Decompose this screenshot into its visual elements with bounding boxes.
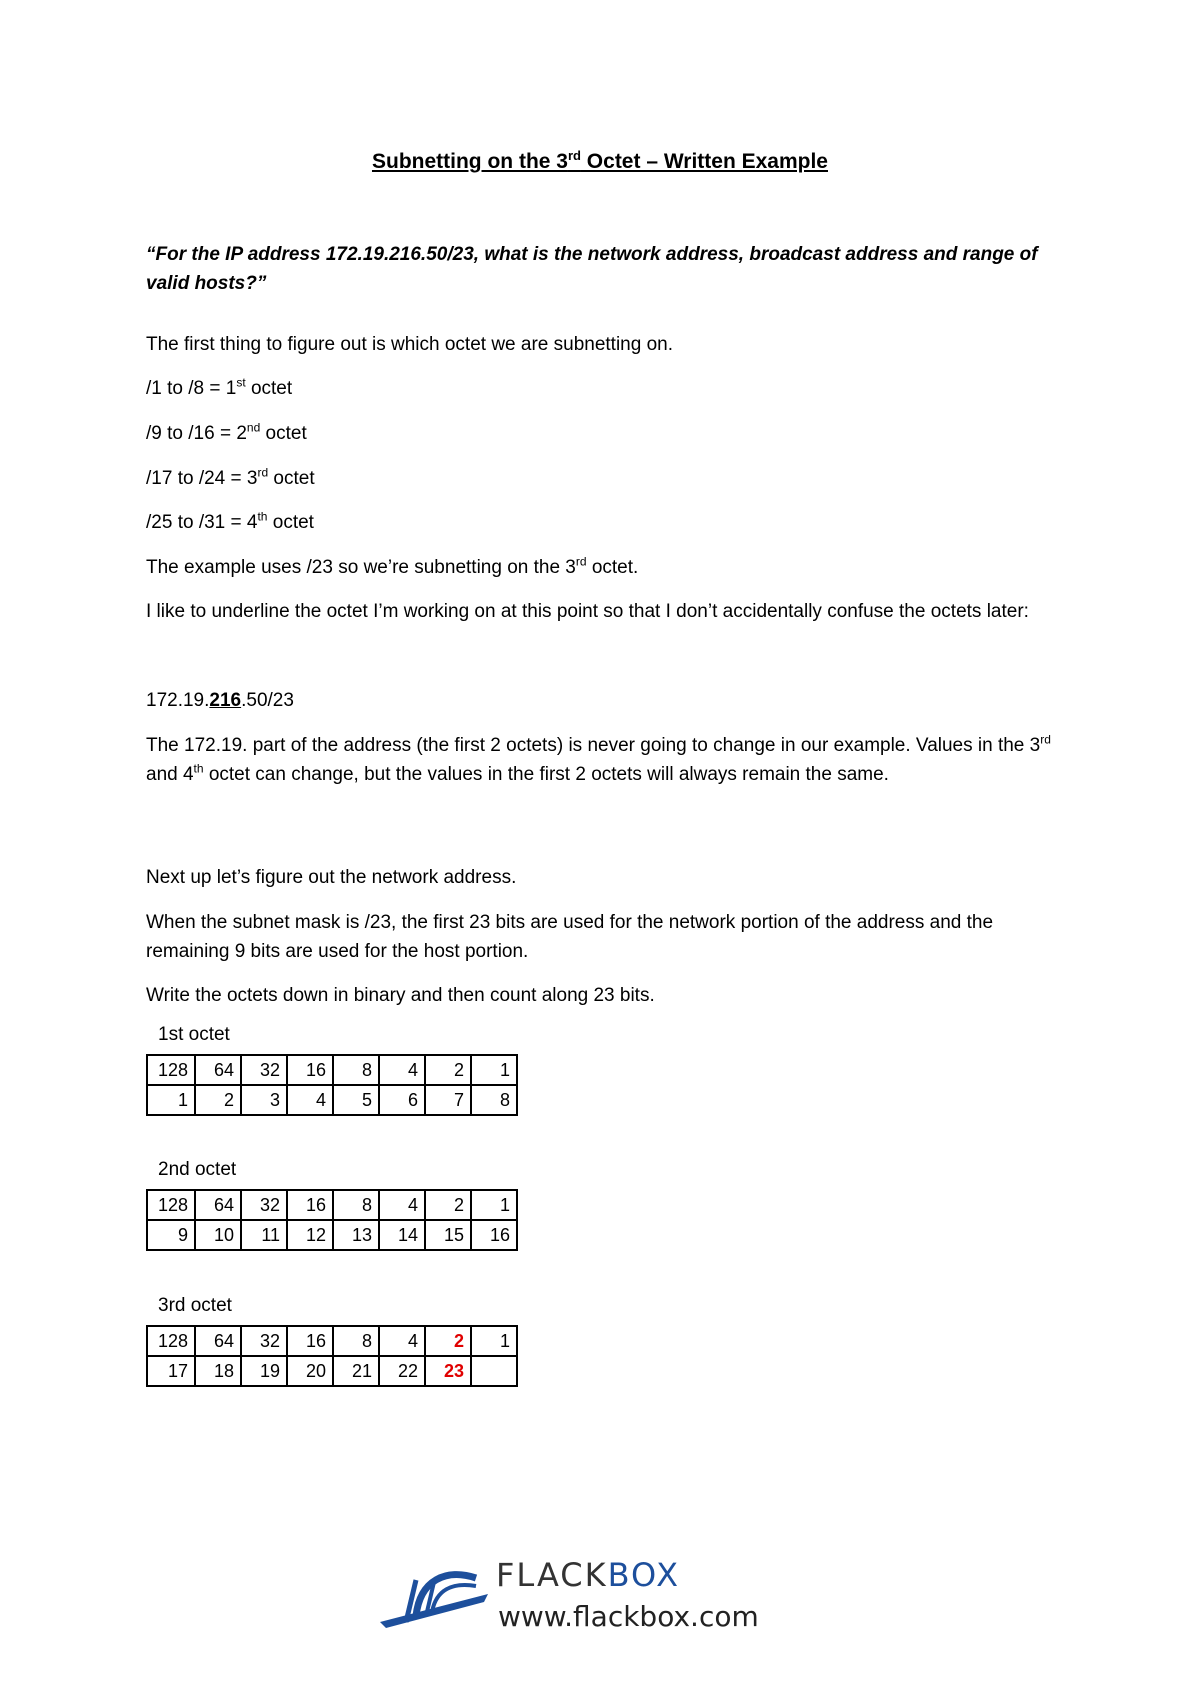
bit-cell: 3 [241, 1085, 287, 1115]
value-cell: 16 [287, 1055, 333, 1085]
bit-cell: 12 [287, 1220, 333, 1250]
bit-cell: 7 [425, 1085, 471, 1115]
bit-cell: 4 [287, 1085, 333, 1115]
bit-cell: 14 [379, 1220, 425, 1250]
value-cell: 128 [147, 1190, 195, 1220]
bit-cell: 11 [241, 1220, 287, 1250]
bit-cell [471, 1356, 517, 1386]
bit-cell: 18 [195, 1356, 241, 1386]
value-cell: 64 [195, 1055, 241, 1085]
table-row [147, 1085, 517, 1115]
value-cell: 8 [333, 1190, 379, 1220]
paragraph-underline: I like to underline the octet I’m working on at this point so that I don’t accidentally confuse the octets later: [146, 601, 1029, 622]
value-cell: 2 [425, 1190, 471, 1220]
logo-wordmark: FLACKBOX [496, 1556, 681, 1594]
paragraph-write: Write the octets down in binary and then count along 23 bits. [146, 985, 655, 1006]
bit-cell: 17 [147, 1356, 195, 1386]
paragraph-example: The example uses /23 so we’re subnetting on the 3rd octet. [146, 554, 639, 578]
value-cell: 4 [379, 1326, 425, 1356]
value-cell: 4 [379, 1190, 425, 1220]
bit-cell: 10 [195, 1220, 241, 1250]
table-row [147, 1326, 517, 1356]
bit-cell: 19 [241, 1356, 287, 1386]
range-line-3: /17 to /24 = 3rd octet [146, 465, 315, 489]
question-text: “For the IP address 172.19.216.50/23, what is the network address, broadcast address and range of valid hosts?” [146, 244, 1038, 294]
bit-cell: 8 [471, 1085, 517, 1115]
value-cell: 64 [195, 1326, 241, 1356]
range-line-4: /25 to /31 = 4th octet [146, 509, 314, 533]
range-line-2: /9 to /16 = 2nd octet [146, 420, 307, 444]
value-cell: 8 [333, 1055, 379, 1085]
table-row [147, 1220, 517, 1250]
table-row [147, 1055, 517, 1085]
value-cell: 128 [147, 1055, 195, 1085]
range-line-1: /1 to /8 = 1st octet [146, 375, 293, 399]
table-label-3rd: 3rd octet [158, 1295, 232, 1316]
paragraph-intro: The first thing to figure out is which octet we are subnetting on. [146, 334, 674, 355]
bit-cell: 2 [195, 1085, 241, 1115]
highlighted-value-cell: 2 [425, 1326, 471, 1356]
highlighted-bit-cell: 23 [425, 1356, 471, 1386]
bit-cell: 20 [287, 1356, 333, 1386]
table-label-1st: 1st octet [158, 1024, 230, 1045]
table-label-2nd: 2nd octet [158, 1159, 237, 1180]
value-cell: 1 [471, 1326, 517, 1356]
octet-table-3 [146, 1325, 518, 1387]
value-cell: 16 [287, 1326, 333, 1356]
bit-cell: 5 [333, 1085, 379, 1115]
bit-cell: 16 [471, 1220, 517, 1250]
table-row [147, 1190, 517, 1220]
octet-table-2 [146, 1189, 518, 1251]
octet-table-1 [146, 1054, 518, 1116]
value-cell: 128 [147, 1326, 195, 1356]
bit-cell: 22 [379, 1356, 425, 1386]
bit-cell: 1 [147, 1085, 195, 1115]
bit-cell: 6 [379, 1085, 425, 1115]
bit-cell: 9 [147, 1220, 195, 1250]
bit-cell: 15 [425, 1220, 471, 1250]
value-cell: 16 [287, 1190, 333, 1220]
value-cell: 1 [471, 1190, 517, 1220]
value-cell: 1 [471, 1055, 517, 1085]
value-cell: 64 [195, 1190, 241, 1220]
paragraph-next: Next up let’s figure out the network address. [146, 867, 517, 888]
table-row [147, 1356, 517, 1386]
bit-cell: 21 [333, 1356, 379, 1386]
logo-url: www.flackbox.com [498, 1600, 759, 1633]
value-cell: 32 [241, 1190, 287, 1220]
value-cell: 32 [241, 1055, 287, 1085]
value-cell: 4 [379, 1055, 425, 1085]
ip-address: 172.19.216.50/23 [146, 690, 294, 711]
paragraph-mask: When the subnet mask is /23, the first 23 bits are used for the network portion of the address and the remaining 9 bits are used for the host portion. [146, 912, 994, 962]
page-title: Subnetting on the 3rd Octet – Written Example [371, 148, 828, 173]
flackbox-logo [376, 1556, 759, 1646]
value-cell: 32 [241, 1326, 287, 1356]
bridge-logo-icon [376, 1560, 492, 1640]
value-cell: 2 [425, 1055, 471, 1085]
value-cell: 8 [333, 1326, 379, 1356]
bit-cell: 13 [333, 1220, 379, 1250]
paragraph-change: The 172.19. part of the address (the first 2 octets) is never going to change in our example. Values in the 3rd and 4th octet can change, but the values in the first 2 octets will always remain the same. [146, 732, 1051, 785]
